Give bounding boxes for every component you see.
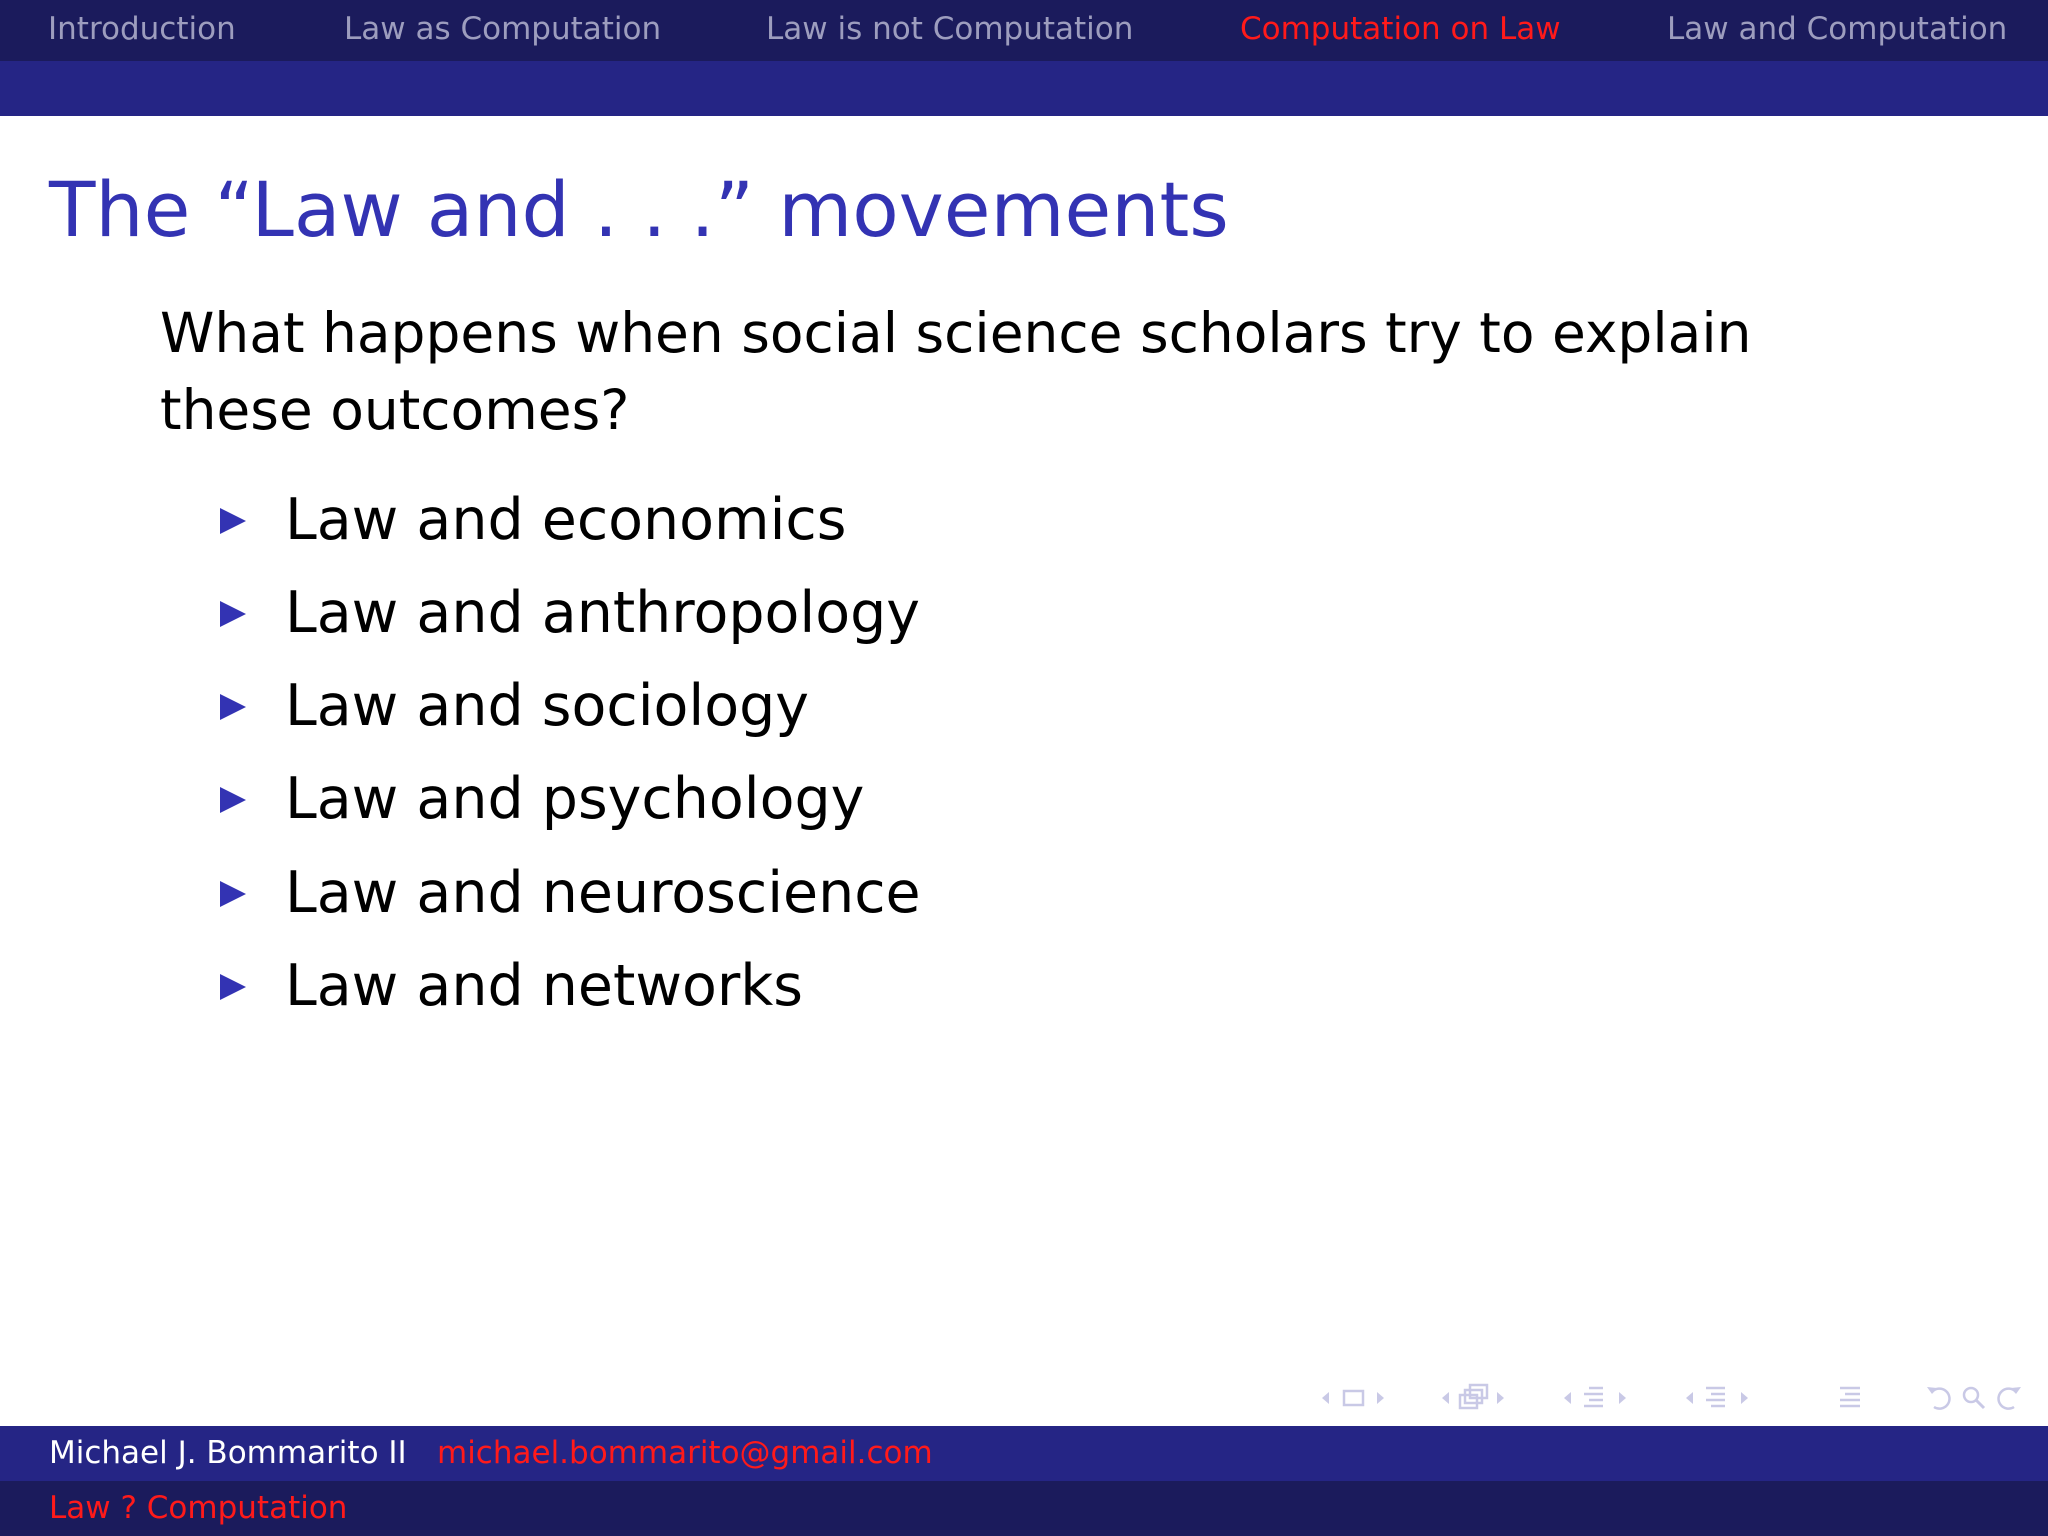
bullet-item xyxy=(220,946,1120,1026)
bullet-label: Law and networks xyxy=(285,953,803,1019)
navigation-symbols xyxy=(1310,1380,2030,1416)
nav-section-law-as-computation[interactable]: Law as Computation xyxy=(344,11,662,47)
bullet-label: Law and anthropology xyxy=(285,580,921,646)
bullet-label: Law and economics xyxy=(285,487,847,553)
nav-section-law-is-not-computation[interactable]: Law is not Computation xyxy=(766,11,1134,47)
subsection-nav-icon[interactable] xyxy=(1436,1380,1526,1416)
bullet-label: Law and sociology xyxy=(285,673,810,739)
frame-nav-icon[interactable] xyxy=(1316,1380,1406,1416)
bullet-triangle-icon xyxy=(220,787,246,813)
footer-author: Michael J. Bommarito II xyxy=(49,1435,407,1471)
section-nav-icon[interactable] xyxy=(1558,1380,1648,1416)
document-nav-icon[interactable] xyxy=(1830,1380,1870,1416)
bullet-triangle-icon xyxy=(220,601,246,627)
bullet-item xyxy=(220,480,1120,560)
bullet-item xyxy=(220,853,1120,933)
bullet-triangle-icon xyxy=(220,508,246,534)
bullet-triangle-icon xyxy=(220,694,246,720)
bullet-item xyxy=(220,759,1120,839)
bullet-triangle-icon xyxy=(220,974,246,1000)
footer-author-bar xyxy=(0,1426,2048,1481)
search-icon[interactable] xyxy=(1958,1380,1990,1416)
bullet-label: Law and neuroscience xyxy=(285,860,921,926)
bullet-label: Law and psychology xyxy=(285,766,865,832)
footer-email-link[interactable]: michael.bommarito@gmail.com xyxy=(437,1435,933,1471)
footer-title-bar xyxy=(0,1481,2048,1536)
nav-section-computation-on-law[interactable]: Computation on Law xyxy=(1240,11,1561,47)
footer-short-title: Law ? Computation xyxy=(49,1490,348,1526)
back-icon[interactable] xyxy=(1922,1380,1958,1416)
bullet-triangle-icon xyxy=(220,881,246,907)
slide-intro-text: What happens when social science scholars try to explain these outcomes? xyxy=(160,301,1752,442)
slide-title: The “Law and . . .” movements xyxy=(49,165,1229,254)
subsection-nav-icon[interactable] xyxy=(1680,1380,1770,1416)
bullet-item xyxy=(220,666,1120,746)
nav-section-introduction[interactable]: Introduction xyxy=(48,11,236,47)
bullet-item xyxy=(220,573,1120,653)
section-navigation-bar xyxy=(0,0,2048,61)
forward-icon[interactable] xyxy=(1990,1380,2026,1416)
subsection-navigation-bar xyxy=(0,61,2048,116)
nav-section-law-and-computation[interactable]: Law and Computation xyxy=(1667,11,2008,47)
